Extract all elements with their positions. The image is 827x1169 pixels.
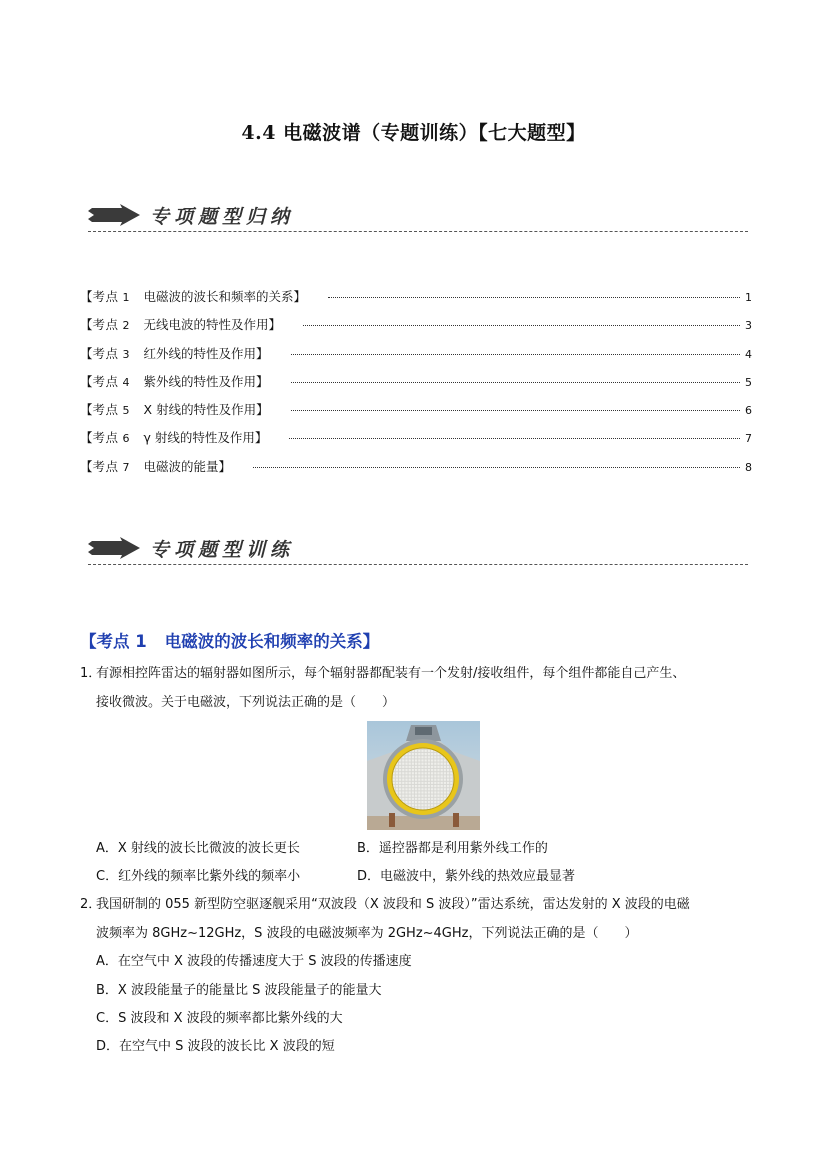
section-heading [80,628,379,652]
toc-page-number: 6 [745,404,752,418]
banner-summary-text: 专项题型归纳 [150,206,295,228]
option-a[interactable]: A．X 射线的波长比微波的波长更长 [96,841,300,856]
option-b[interactable]: B．遥控器都是利用紫外线工作的 [357,841,548,856]
banner-training-text: 专项题型训练 [150,539,295,561]
radar-photo [367,721,480,830]
option-a[interactable]: A．在空气中 X 波段的传播速度大于 S 波段的传播速度 [96,954,412,969]
toc-item-label: 红外线的特性及作用】 [143,345,269,361]
option-b[interactable]: B．X 波段能量子的能量比 S 波段能量子的能量大 [96,983,382,998]
toc-item-label: 紫外线的特性及作用】 [143,373,269,389]
question-text-line: 我国研制的 055 新型防空驱逐舰采用“双波段（X 波段和 S 波段）”雷达系统，雷达发射的 X 波段的电磁 [96,897,690,912]
toc-leader-dots [291,382,740,383]
toc-item-label: X 射线的特性及作用】 [143,402,269,418]
toc-item[interactable]: 【考点 4 紫外线的特性及作用】 5 [80,373,752,389]
question-text-line: 波频率为 8GHz~12GHz，S 波段的电磁波频率为 2GHz~4GHz，下列说法正确的是（ ） [96,926,638,941]
toc-leader-dots [328,297,740,298]
toc-leader-dots [303,325,740,326]
question-1 [80,659,760,717]
arrow-icon [88,204,140,226]
toc-item-label: 电磁波的波长和频率的关系】 [143,289,307,304]
toc-item-label: γ 射线的特性及作用】 [143,430,268,446]
question-2 [80,890,760,948]
toc-item[interactable]: 【考点 5 X 射线的特性及作用】 6 [80,402,752,418]
banner-training [88,531,748,567]
page-title: 4.4 电磁波谱（专题训练）【七大题型】 [241,122,586,144]
table-of-contents [80,287,752,485]
option-d[interactable]: D．电磁波中，紫外线的热效应最显著 [357,869,576,884]
toc-page-number: 1 [745,291,752,304]
toc-leader-dots [291,410,740,411]
banner-divider [88,564,748,565]
option-c[interactable]: C．红外线的频率比紫外线的频率小 [96,869,301,884]
section-title: 电磁波的波长和频率的关系】 [164,632,380,651]
toc-item[interactable]: 【考点 3 红外线的特性及作用】 4 [80,345,752,361]
question-number: 1． [80,666,102,681]
toc-leader-dots [289,438,740,439]
section-prefix: 【考点 1 [80,632,147,651]
question-text-line: 有源相控阵雷达的辐射器如图所示，每个辐射器都配装有一个发射/接收组件，每个组件都能自己产生、 [96,666,686,681]
option-d[interactable]: D．在空气中 S 波段的波长比 X 波段的短 [96,1039,335,1054]
option-c[interactable]: C．S 波段和 X 波段的频率都比紫外线的大 [96,1011,343,1026]
banner-summary [88,198,748,234]
toc-item-label: 无线电波的特性及作用】 [143,317,282,333]
toc-page-number: 3 [745,319,752,333]
question-text-line: 接收微波。关于电磁波，下列说法正确的是（ ） [96,695,396,710]
toc-item[interactable]: 【考点 2 无线电波的特性及作用】 3 [80,317,752,333]
arrow-icon [88,537,140,559]
toc-page-number: 7 [745,432,752,446]
toc-item[interactable]: 【考点 6 γ 射线的特性及作用】 7 [80,430,752,446]
toc-item[interactable]: 【考点 1 电磁波的波长和频率的关系】 1 [80,289,752,304]
question-number: 2． [80,897,102,912]
toc-item-label: 电磁波的能量】 [143,458,232,474]
toc-page-number: 4 [745,347,752,361]
toc-page-number: 5 [745,375,752,389]
toc-leader-dots [291,354,740,355]
banner-divider [88,231,748,232]
toc-page-number: 8 [745,460,752,474]
toc-item[interactable]: 【考点 7 电磁波的能量】 8 [80,458,752,474]
toc-leader-dots [253,467,740,468]
